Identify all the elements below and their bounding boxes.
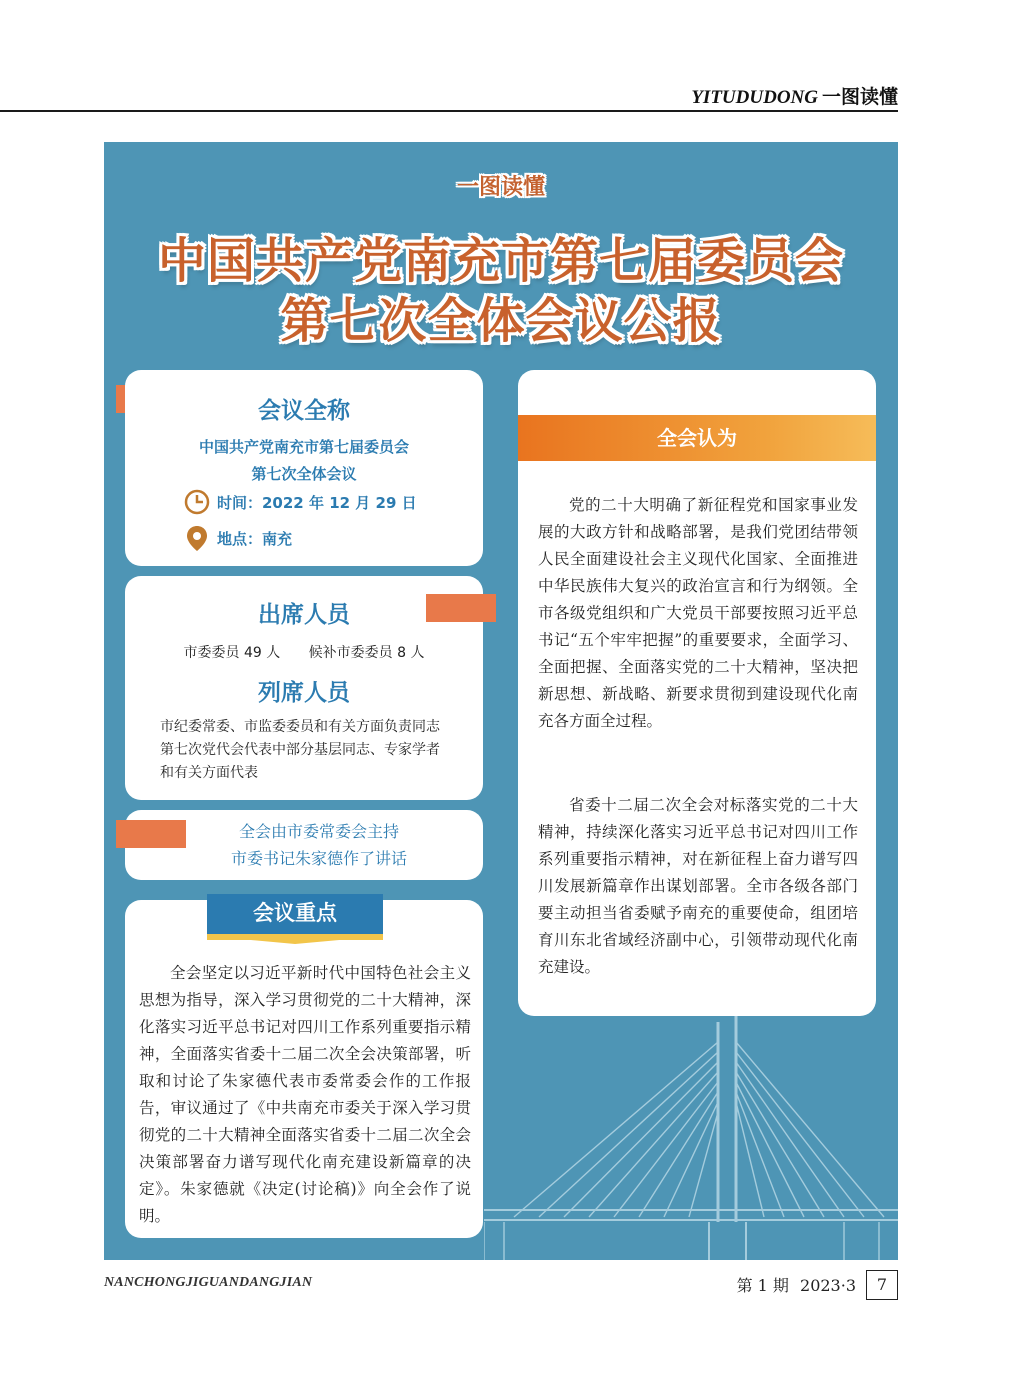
infographic-poster xyxy=(104,142,898,1260)
running-header xyxy=(691,82,898,109)
conclusion-paragraph-2: 省委十二届二次全会对标落实党的二十大精神，持续深化落实习近平总书记对四川工作系列重要指示精神，对在新征程上奋力谱写四川发展新篇章作出谋划部署。全市各级各部门要主动担当省委赋予南充的重要使命，组团培育川东北省域经济副中心，引领带动现代化南充建设。 xyxy=(538,796,858,976)
location-pin-icon xyxy=(183,524,211,552)
conclusion-card xyxy=(518,370,876,1016)
alternate-count: 候补市委委员 8 人 xyxy=(308,645,425,661)
key-points-text: 全会坚定以习近平新时代中国特色社会主义思想为指导，深入学习贯彻党的二十大精神，深化落实习近平总书记对四川工作系列重要指示精神，全面落实省委十二届二次全会决策部署，听取和讨论了朱家德代表市委常委会作的工作报告，审议通过了《中共南充市委关于深入学习贯彻党的二十大精神全面落实省委十二届二次全会决策部署奋力谱写现代化南充建设新篇章的决定》。朱家德就《决定(讨论稿)》向全会作了说明。 xyxy=(139,964,471,1225)
member-count: 市委委员 49 人 xyxy=(183,645,281,661)
key-points-card xyxy=(125,900,483,1238)
key-points-ribbon: 会议重点 xyxy=(207,894,383,937)
attendee-counts xyxy=(125,642,483,662)
host-line2: 市委书记朱家德作了讲话 xyxy=(230,849,407,868)
bridge-illustration xyxy=(484,1012,898,1260)
conclusion-paragraph-1: 党的二十大明确了新征程党和国家事业发展的大政方针和战略部署，是我们党团结带领人民全面建设社会主义现代化国家、全面推进中华民族伟大复兴的政治宣言和行为纲领。全市各级党组织和广大党员干部要按照习近平总书记“五个牢牢把握”的重要要求，全面学习、全面把握、全面落实党的二十大精神，坚决把新思想、新战略、新要求贯彻到建设现代化南充各方面全过程。 xyxy=(538,496,858,730)
poster-title-line2: 第七次全体会议公报 xyxy=(280,293,722,349)
observers-line: 第七次党代会代表中部分基层同志、专家学者 xyxy=(160,742,440,758)
header-english: YITUDUDONG xyxy=(691,87,818,108)
meeting-time: 时间：2022 年 12 月 29 日 xyxy=(217,493,417,512)
issue-date: 2023·3 xyxy=(800,1276,856,1295)
observers-line: 市纪委常委、市监委委员和有关方面负责同志 xyxy=(160,719,440,735)
attendees-heading: 出席人员 xyxy=(258,601,350,628)
meeting-name-heading: 会议全称 xyxy=(258,397,350,424)
issue-info xyxy=(731,1273,856,1296)
poster-title-line1: 中国共产党南充市第七届委员会 xyxy=(157,233,844,289)
header-rule xyxy=(0,110,898,112)
clock-icon xyxy=(183,488,211,516)
meeting-info-card xyxy=(125,370,483,566)
orange-tab-decoration xyxy=(116,820,186,848)
meeting-place: 地点：南充 xyxy=(217,529,293,548)
conclusion-band: 全会认为 xyxy=(518,415,876,461)
page-number: 7 xyxy=(866,1270,898,1300)
meeting-time-row xyxy=(183,488,417,516)
orange-tab-decoration xyxy=(426,594,496,622)
observers-heading: 列席人员 xyxy=(258,679,350,706)
ribbon-tail xyxy=(207,936,383,944)
meeting-place-row xyxy=(183,524,292,552)
host-line1: 全会由市委常委会主持 xyxy=(238,822,399,841)
observers-line: 和有关方面代表 xyxy=(160,765,258,781)
observers-list xyxy=(160,716,440,785)
meeting-full-name-line2: 第七次全体会议 xyxy=(251,465,357,483)
meeting-full-name-line1: 中国共产党南充市第七届委员会 xyxy=(198,438,409,456)
poster-kicker: 一图读懂 xyxy=(456,175,545,200)
header-chinese: 一图读懂 xyxy=(821,86,898,108)
issue-number: 第 1 期 xyxy=(736,1276,789,1295)
meeting-full-name xyxy=(125,434,483,488)
journal-name: NANCHONGJIGUANDANGJIAN xyxy=(104,1275,313,1290)
